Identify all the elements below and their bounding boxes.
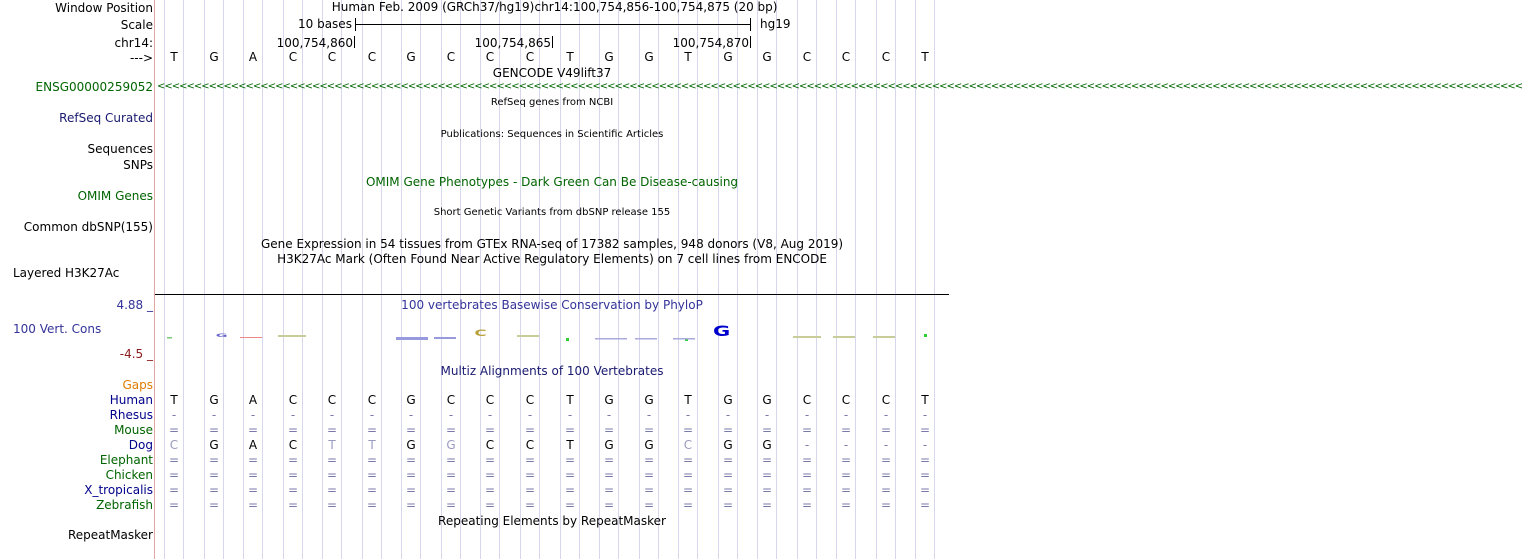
scale-bar-right-tick [750,18,751,31]
assembly-title: Human Feb. 2009 (GRCh37/hg19) [331,0,535,14]
alignment-base: - [646,408,652,422]
phylop-mark [396,337,428,340]
alignment-base: = [247,468,259,482]
gencode-track-label[interactable]: ENSG00000259052 [35,80,153,94]
alignment-base: G [723,393,733,407]
alignment-base: G [446,438,456,452]
alignment-base: G [406,393,416,407]
alignment-base: C [485,438,495,452]
alignment-base: - [883,408,889,422]
reference-base: G [209,50,219,64]
alignment-base: = [405,498,417,512]
alignment-base: = [880,498,892,512]
reference-base: G [406,50,416,64]
alignment-base: = [405,453,417,467]
phylop-mark [167,337,172,339]
alignment-base: = [761,453,773,467]
alignment-base: - [448,408,454,422]
alignment-base: = [801,483,813,497]
alignment-base: - [487,408,493,422]
alignment-base: T [566,438,574,452]
alignment-base: C [485,393,495,407]
alignment-base: = [208,423,220,437]
alignment-base: = [484,453,496,467]
alignment-base: C [802,393,812,407]
reference-base: C [881,50,891,64]
alignment-base: - [685,408,691,422]
alignment-base: - [211,408,217,422]
refseq-track-label[interactable]: RefSeq Curated [59,111,153,125]
alignment-base: G [762,438,772,452]
strand-arrow-label[interactable]: ---> [129,51,153,65]
species-label-zebrafish[interactable]: Zebrafish [96,498,153,512]
alignment-base: - [408,408,414,422]
multiz-track-title: Multiz Alignments of 100 Vertebrates [440,364,664,378]
alignment-base: G [209,393,219,407]
alignment-base: = [405,483,417,497]
reference-base: C [446,50,456,64]
alignment-base: = [722,453,734,467]
alignment-base: = [840,498,852,512]
alignment-base: = [801,468,813,482]
alignment-base: = [524,468,536,482]
alignment-base: C [446,393,456,407]
snps-track-label[interactable]: SNPs [123,158,153,172]
alignment-base: C [367,393,377,407]
alignment-base: = [524,483,536,497]
alignment-base: = [366,468,378,482]
alignment-base: = [840,468,852,482]
h3k27ac-track-title: H3K27Ac Mark (Often Found Near Active Regulatory Elements) on 7 cell lines from ENCODE [277,252,827,266]
window-position-label: Window Position [55,1,153,15]
alignment-base: C [683,438,693,452]
alignment-base: = [919,468,931,482]
alignment-base: = [405,423,417,437]
phylop-mark [635,338,657,340]
alignment-base: T [566,393,574,407]
phylop-mark [517,335,539,337]
alignment-base: - [804,408,810,422]
alignment-base: = [603,498,615,512]
phylop-logo-c: C [474,328,487,339]
alignment-base: = [287,483,299,497]
scale-label: Scale [120,18,153,32]
alignment-base: G [209,438,219,452]
alignment-base: = [682,468,694,482]
alignment-base: = [603,453,615,467]
gencode-gene-feature[interactable]: <<<<<<<<<<<<<<<<<<<<<<<<<<<<<<<<<<<<<<<<<<<<<<<<<<<<<<<<<<<<<<<<<<<<<<<<<<<<<<<<<<<<<<<<<<<<<<<<<<<<<<<<<<<<<<<<<<<<<<<<<<<<<<<<<<<<<<<<<<<<<<<<<<<<<<<<<<<<<<<<<<<<<<<<<<<<<<<<<<<<<<<<< [157,81,1522,92]
phylop-ymax: 4.88 _ [116,298,153,312]
alignment-base: - [804,438,810,452]
alignment-base: - [764,408,770,422]
reference-base: T [921,50,929,64]
coord-tick-3 [750,36,751,48]
alignment-base: = [208,483,220,497]
alignment-base: = [880,423,892,437]
reference-base: C [485,50,495,64]
reference-base: G [604,50,614,64]
alignment-base: = [643,498,655,512]
alignment-base: = [722,483,734,497]
alignment-base: - [171,408,177,422]
alignment-base: = [682,423,694,437]
phylop-mark [793,336,821,338]
alignment-base: = [366,423,378,437]
dbsnp-track-title: Short Genetic Variants from dbSNP release 155 [433,207,671,218]
alignment-base: = [524,453,536,467]
alignment-base: = [484,468,496,482]
alignment-base: = [445,453,457,467]
species-label-x_tropicalis[interactable]: X_tropicalis [84,483,153,497]
alignment-base: = [247,423,259,437]
alignment-base: = [287,498,299,512]
reference-base: G [644,50,654,64]
alignment-base: = [287,468,299,482]
gencode-track-title: GENCODE V49lift37 [492,66,612,80]
track-separator [155,294,949,295]
alignment-base: - [567,408,573,422]
alignment-base: = [880,483,892,497]
alignment-base: - [369,408,375,422]
alignment-base: = [840,423,852,437]
coord-label-1: 100,754,860 [276,36,353,50]
alignment-base: A [248,393,258,407]
alignment-base: G [723,438,733,452]
alignment-base: - [290,408,296,422]
alignment-base: = [880,453,892,467]
publications-track-title: Publications: Sequences in Scientific Articles [440,129,664,140]
alignment-base: = [326,453,338,467]
reference-base: G [723,50,733,64]
alignment-base: = [801,423,813,437]
alignment-base: = [801,453,813,467]
alignment-base: = [405,468,417,482]
alignment-base: = [366,498,378,512]
alignment-base: = [919,498,931,512]
species-label-human[interactable]: Human [109,393,153,407]
alignment-base: = [208,498,220,512]
alignment-base: T [328,438,336,452]
alignment-base: = [919,423,931,437]
alignment-base: = [801,498,813,512]
phylop-mark [434,337,456,339]
alignment-base: = [682,453,694,467]
reference-base: T [566,50,574,64]
scale-bar-line [355,24,751,25]
phylop-mark [278,335,306,337]
reference-base: C [327,50,337,64]
alignment-base: = [247,453,259,467]
alignment-base: C [881,393,891,407]
alignment-base: = [524,423,536,437]
phylop-mark [924,334,927,337]
reference-base: T [684,50,692,64]
alignment-base: - [725,408,731,422]
gtex-track-title: Gene Expression in 54 tissues from GTEx RNA-seq of 17382 samples, 948 donors (V8, Aug 2019) [260,237,844,251]
alignment-base: = [603,468,615,482]
alignment-base: G [604,438,614,452]
alignment-base: = [208,453,220,467]
alignment-base: = [603,423,615,437]
alignment-base: - [527,408,533,422]
reference-base: G [762,50,772,64]
alignment-base: = [287,423,299,437]
species-label-chicken[interactable]: Chicken [105,468,153,482]
phylop-logo-plot [155,320,950,350]
phylop-logo-g-large: G [713,323,731,340]
alignment-base: = [247,483,259,497]
alignment-base: = [564,423,576,437]
alignment-base: = [919,483,931,497]
alignment-base: - [843,438,849,452]
alignment-base: = [761,468,773,482]
omim-track-label[interactable]: OMIM Genes [77,189,153,203]
alignment-base: = [484,483,496,497]
species-label-mouse[interactable]: Mouse [114,423,153,437]
dbsnp-track-label[interactable]: Common dbSNP(155) [23,220,153,234]
alignment-base: T [170,393,178,407]
alignment-base: = [168,498,180,512]
alignment-base: = [761,423,773,437]
alignment-base: = [445,483,457,497]
alignment-base: - [606,408,612,422]
alignment-base: G [604,393,614,407]
alignment-base: = [484,498,496,512]
alignment-base: = [326,423,338,437]
phylop-mark [833,336,855,338]
alignment-base: C [841,393,851,407]
phylop-track-label[interactable]: 100 Vert. Cons [13,322,102,336]
coord-label-2: 100,754,865 [474,36,551,50]
coord-tick-2 [552,36,553,48]
alignment-base: - [922,438,928,452]
alignment-base: = [919,453,931,467]
alignment-base: = [445,468,457,482]
reference-base: C [288,50,298,64]
omim-track-title: OMIM Gene Phenotypes - Dark Green Can Be Disease-causing [365,175,739,189]
alignment-base: = [326,483,338,497]
phylop-mark [566,338,569,341]
alignment-base: = [168,453,180,467]
alignment-base: = [168,423,180,437]
alignment-base: T [684,393,692,407]
alignment-base: = [564,468,576,482]
repeatmasker-track-label[interactable]: RepeatMasker [67,528,153,542]
alignment-base: = [840,453,852,467]
publications-track-label[interactable]: Sequences [87,142,153,156]
alignment-base: G [762,393,772,407]
alignment-base: C [525,438,535,452]
alignment-base: = [326,468,338,482]
reference-base: C [525,50,535,64]
alignment-base: - [843,408,849,422]
alignment-base: = [484,423,496,437]
alignment-base: G [644,393,654,407]
alignment-base: C [525,393,535,407]
reference-base: A [248,50,258,64]
phylop-mark [673,338,695,340]
alignment-base: = [366,453,378,467]
alignment-base: C [327,393,337,407]
coord-tick-1 [354,36,355,48]
multiz-gaps-label[interactable]: Gaps [122,378,153,392]
alignment-base: = [326,498,338,512]
alignment-base: = [643,483,655,497]
label-divider [154,0,155,559]
coord-label-3: 100,754,870 [672,36,749,50]
alignment-base: = [445,498,457,512]
alignment-base: G [406,438,416,452]
assembly-short-name: hg19 [760,17,791,31]
alignment-base: = [564,498,576,512]
reference-base: T [170,50,178,64]
alignment-base: = [761,483,773,497]
alignment-base: = [722,468,734,482]
alignment-base: = [445,423,457,437]
alignment-base: = [722,423,734,437]
alignment-base: = [880,468,892,482]
alignment-base: A [248,438,258,452]
reference-base: C [802,50,812,64]
phylop-mark [240,337,262,338]
alignment-base: = [643,453,655,467]
alignment-base: G [644,438,654,452]
alignment-base: - [883,438,889,452]
reference-base: C [841,50,851,64]
scale-bar-text: 10 bases [298,17,352,31]
alignment-base: = [603,483,615,497]
alignment-base: = [247,498,259,512]
alignment-base: = [208,468,220,482]
alignment-base: = [524,498,536,512]
phylop-ymin: -4.5 _ [119,347,153,361]
reference-base: C [367,50,377,64]
phylop-logo-g: G [215,332,228,339]
alignment-base: - [329,408,335,422]
alignment-base: = [682,483,694,497]
species-label-elephant[interactable]: Elephant [99,453,153,467]
refseq-track-title: RefSeq genes from NCBI [490,97,614,108]
species-label-rhesus[interactable]: Rhesus [109,408,153,422]
position-readout: chr14:100,754,856-100,754,875 (20 bp) [534,0,778,14]
species-label-dog[interactable]: Dog [128,438,153,452]
alignment-base: = [287,453,299,467]
alignment-base: T [368,438,376,452]
phylop-mark [595,338,627,340]
phylop-mark [873,336,895,338]
alignment-base: = [366,483,378,497]
alignment-base: C [169,438,179,452]
alignment-base: = [761,498,773,512]
h3k27ac-track-label[interactable]: Layered H3K27Ac [13,266,120,280]
alignment-base: = [682,498,694,512]
alignment-base: = [168,468,180,482]
alignment-base: = [840,483,852,497]
alignment-base: C [288,393,298,407]
alignment-base: = [168,483,180,497]
chrom-label: chr14: [114,36,153,50]
alignment-base: - [250,408,256,422]
phylop-track-title: 100 vertebrates Basewise Conservation by PhyloP [401,298,703,312]
alignment-base: C [288,438,298,452]
repeatmasker-track-title: Repeating Elements by RepeatMasker [438,514,666,528]
alignment-base: = [564,483,576,497]
alignment-base: = [722,498,734,512]
alignment-base: = [564,453,576,467]
alignment-base: = [643,468,655,482]
alignment-base: - [922,408,928,422]
alignment-base: T [921,393,929,407]
alignment-base: = [643,423,655,437]
